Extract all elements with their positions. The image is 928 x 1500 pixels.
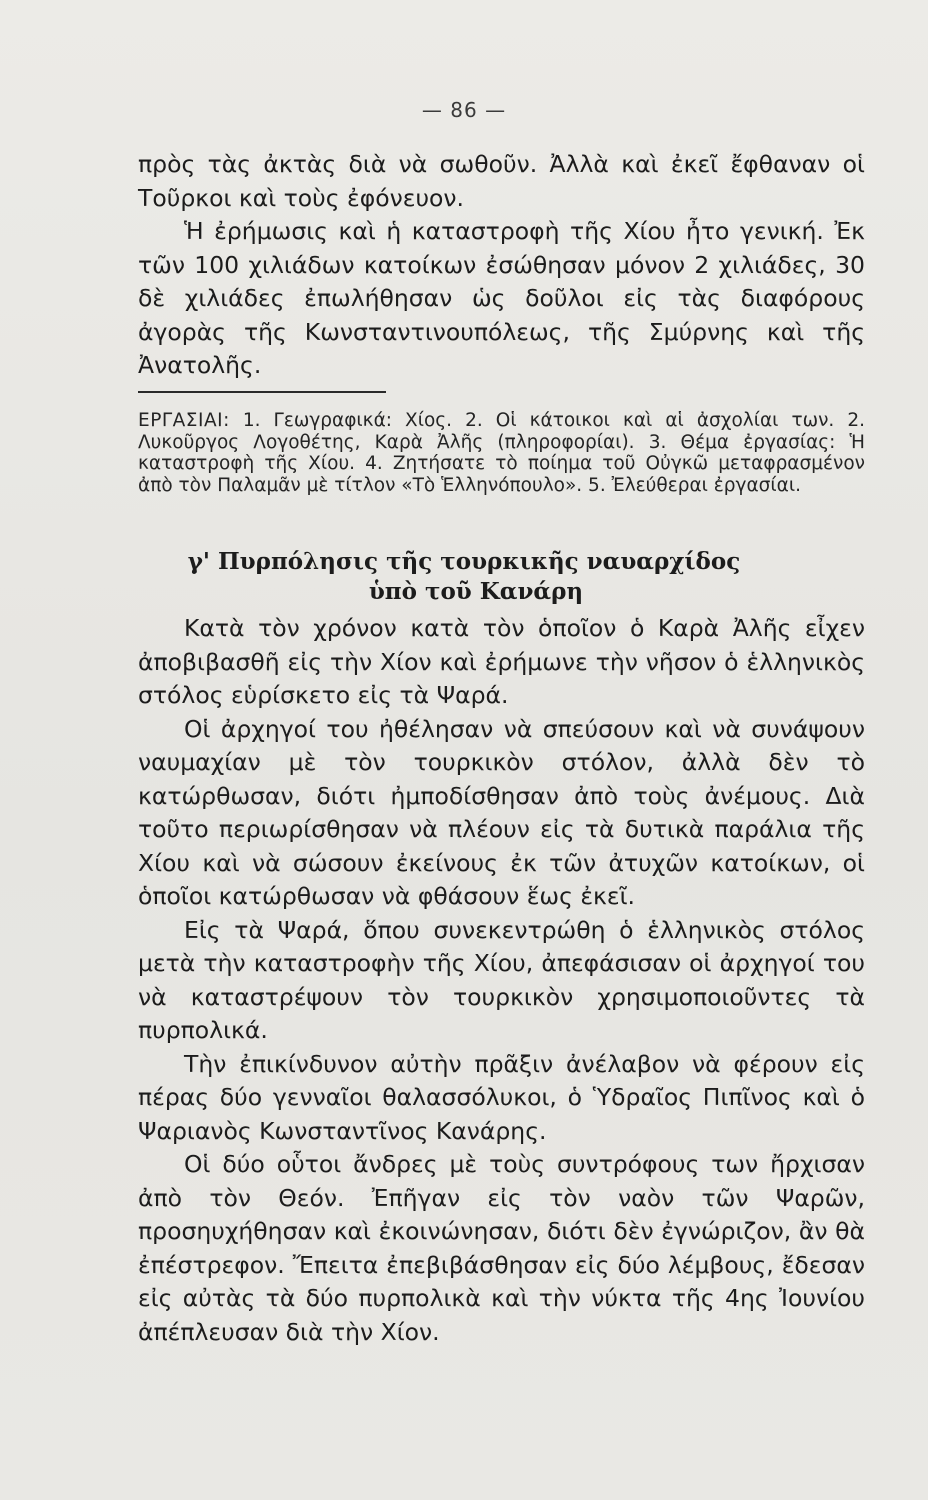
body-paragraph-1: Κατὰ τὸν χρόνον κατὰ τὸν ὁποῖον ὁ Καρὰ Ἀλῆς εἶχεν ἀποβιβασθῆ εἰς τὴν Χίον καὶ ἐρήμωνε τὴν νῆσον ὁ ἑλληνικὸς στόλος εὑρίσκετο εἰς τὰ Ψαρά. [138, 614, 865, 709]
body-paragraph-4: Τὴν ἐπικίνδυνον αὐτὴν πρᾶξιν ἀνέλαβον νὰ φέρουν εἰς πέρας δύο γενναῖοι θαλασσόλυκοι, ὁ Ὑδραῖος Πιπῖνος καὶ ὁ Ψαριανὸς Κωνσταντῖνος Κανάρης. [138, 1049, 865, 1145]
body-paragraph-5: Οἱ δύο οὗτοι ἄνδρες μὲ τοὺς συντρόφους των ἤρχισαν ἀπὸ τὸν Θεόν. Ἐπῆγαν εἰς τὸν ναὸν τῶν Ψαρῶν, προσηυχήθησαν καὶ ἐκοινώνησαν, διότι δὲν ἐγνώριζον, ἂν θὰ ἐπέστρεφον. Ἔπειτα ἐπεβιβάσθησαν εἰς δύο λέμβους, ἔδεσαν εἰς αὐτὰς τὰ δύο πυρπολικὰ καὶ τὴν νύκτα τῆς 4ης Ἰουνίου ἀπέπλευσαν διὰ τὴν Χίον. [138, 1150, 865, 1346]
page-number: — 86 — [421, 98, 507, 122]
exercises-block [138, 410, 865, 496]
section-heading-subtitle: ὑπὸ τοῦ Κανάρη [368, 578, 584, 605]
intro-paragraph-2: Ἡ ἐρήμωσις καὶ ἡ καταστροφὴ τῆς Χίου ἦτο γενική. Ἐκ τῶν 100 χιλιάδων κατοίκων ἐσώθησαν μόνον 2 χιλιάδες, 30 δὲ χιλιάδες ἐπωλήθησαν ὡς δοῦλοι εἰς τὰς διαφόρους ἀγορὰς τῆς Κωνσταντινουπόλεως, τῆς Σμύρνης καὶ τῆς Ἀνατολῆς. [138, 217, 865, 379]
body-paragraph-2: Οἱ ἀρχηγοί του ἠθέλησαν νὰ σπεύσουν καὶ νὰ συνάψουν ναυμαχίαν μὲ τὸν τουρκικὸν στόλον, ἀλλὰ δὲν τὸ κατώρθωσαν, διότι ἠμποδίσθησαν ἀπὸ τοὺς ἀνέμους. Διὰ τοῦτο περιωρίσθησαν νὰ πλέουν εἰς τὰ δυτικὰ παράλια τῆς Χίου καὶ νὰ σώσουν ἐκείνους ἐκ τῶν ἀτυχῶν κατοίκων, οἱ ὁποῖοι κατώρθωσαν νὰ φθάσουν ἕως ἐκεῖ. [138, 714, 865, 910]
exercises-list: 1. Γεωγραφικά: Χίος. 2. Οἱ κάτοικοι καὶ αἱ ἀσχολίαι των. 2. Λυκοῦργος Λογοθέτης, Καρὰ Ἀλῆς (πληροφορίαι). 3. Θέμα ἐργασίας: Ἡ καταστροφὴ τῆς Χίου. 4. Ζητήσατε τὸ ποίημα τοῦ Οὐγκῶ μεταφρασμένον ἀπὸ τὸν Παλαμᾶν μὲ τίτλον «Τὸ Ἑλληνόπουλο». 5. Ἐλεύθεραι ἐργασίαι. [138, 410, 865, 496]
body-paragraph-3: Εἰς τὰ Ψαρά, ὅπου συνεκεντρώθη ὁ ἑλληνικὸς στόλος μετὰ τὴν καταστροφὴν τῆς Χίου, ἀπεφάσισαν οἱ ἀρχηγοί του νὰ καταστρέψουν τὸν τουρκικὸν χρησιμοποιοῦντες τὰ πυρπολικά. [138, 915, 865, 1044]
exercises-text [138, 410, 865, 496]
section-heading-title: γ' Πυρπόλησις τῆς τουρκικῆς ναυαρχίδος [187, 548, 741, 575]
section-heading [0, 547, 928, 607]
section-divider [138, 391, 386, 393]
body-text [138, 612, 865, 1349]
intro-paragraph-1: πρὸς τὰς ἀκτὰς διὰ νὰ σωθοῦν. Ἀλλὰ καὶ ἐκεῖ ἔφθαναν οἱ Τοῦρκοι καὶ τοὺς ἐφόνευον. [138, 150, 865, 212]
exercises-label: ΕΡΓΑΣΙΑΙ: [138, 410, 230, 431]
intro-text [138, 148, 865, 383]
